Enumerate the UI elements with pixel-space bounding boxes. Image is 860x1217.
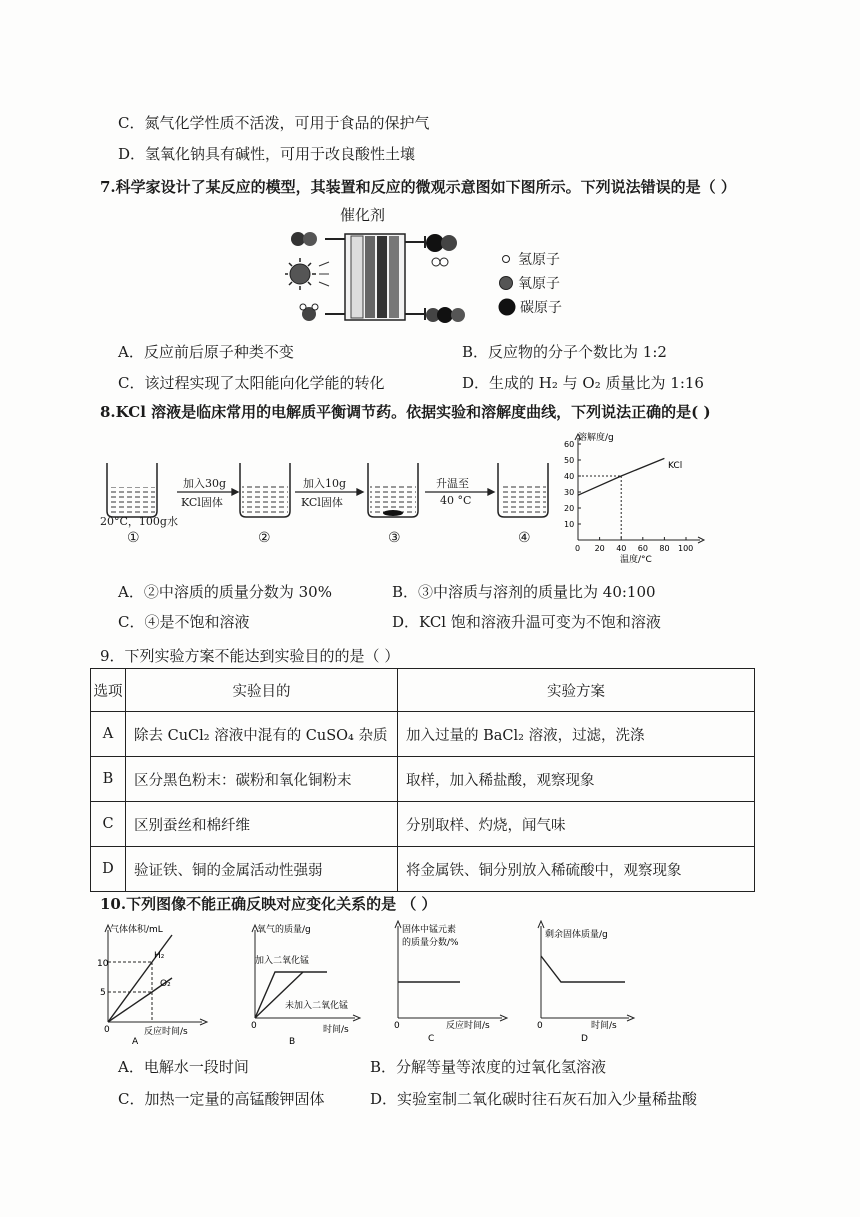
q8-option-a: A．②中溶质的质量分数为 30% xyxy=(118,583,332,601)
graph-d-origin: 0 xyxy=(537,1021,543,1031)
table-header-row xyxy=(91,669,755,712)
graph-d xyxy=(533,920,658,1045)
q6-option-d: D．氢氧化钠具有碱性，可用于改良酸性土壤 xyxy=(118,145,416,163)
graph-b-without-catalyst: 未加入二氧化锰 xyxy=(285,1001,349,1011)
graph-a-origin: 0 xyxy=(104,1025,110,1035)
y-tick-label: 30 xyxy=(564,488,575,497)
graph-b-ylabel: 氧气的质量/g xyxy=(257,925,311,935)
arrow2-bottom-label: KCl固体 xyxy=(301,496,343,509)
graph-a-o2-label: O₂ xyxy=(160,979,171,989)
graph-b-with-catalyst: 加入二氧化锰 xyxy=(255,956,310,966)
row-label: B xyxy=(91,757,126,802)
q9-stem: 9．下列实验方案不能达到实验目的的是（ ） xyxy=(100,647,400,665)
q8-stem: 8.KCl 溶液是临床常用的电解质平衡调节药。依据实验和溶解度曲线，下列说法正确的是( ) xyxy=(100,403,711,421)
y-tick-label: 10 xyxy=(564,520,575,529)
graph-c-ylabel-line2: 的质量分数/% xyxy=(402,938,459,948)
q10-option-a: A．电解水一段时间 xyxy=(118,1058,249,1076)
beaker-3-label: ③ xyxy=(388,530,401,546)
graph-b-tag: B xyxy=(289,1037,296,1045)
beaker-2 xyxy=(240,463,290,517)
q10-option-d: D．实验室制二氧化碳时往石灰石加入少量稀盐酸 xyxy=(370,1090,698,1108)
x-tick-label: 40 xyxy=(616,544,627,553)
row-purpose: 验证铁、铜的金属活动性强弱 xyxy=(126,847,398,892)
row-label: D xyxy=(91,847,126,892)
q8-option-d: D．KCl 饱和溶液升温可变为不饱和溶液 xyxy=(392,613,661,631)
graph-c-ylabel-line1: 固体中锰元素 xyxy=(402,925,457,935)
row-purpose: 区别蚕丝和棉纤维 xyxy=(126,802,398,847)
x-tick-label: 0 xyxy=(575,544,581,553)
beaker-1-label: ① xyxy=(127,530,140,546)
graph-a xyxy=(92,920,217,1045)
x-tick-label: 20 xyxy=(594,544,605,553)
row-plan: 取样，加入稀盐酸，观察现象 xyxy=(398,757,755,802)
table-row xyxy=(91,847,755,892)
q7-option-b: B．反应物的分子个数比为 1:2 xyxy=(462,343,667,361)
legend-hydrogen: 氢原子 xyxy=(518,252,560,268)
y-tick-label: 40 xyxy=(564,472,575,481)
arrow3-bottom-label: 40 °C xyxy=(440,494,472,507)
q7-option-a: A．反应前后原子种类不变 xyxy=(118,343,294,361)
arrow2-top-label: 加入10g xyxy=(303,477,347,490)
graph-d-xlabel: 时间/s xyxy=(591,1021,617,1031)
co2-molecule xyxy=(291,232,317,246)
q9-table xyxy=(90,668,755,892)
row-plan: 分别取样、灼烧，闻气味 xyxy=(398,802,755,847)
beaker-2-label: ② xyxy=(258,530,271,546)
q8-option-c: C．④是不饱和溶液 xyxy=(118,613,250,631)
row-plan: 将金属铁、铜分别放入稀硫酸中，观察现象 xyxy=(398,847,755,892)
sun-icon xyxy=(285,258,329,290)
graph-d-tag: D xyxy=(581,1034,588,1044)
header-option: 选项 xyxy=(91,669,126,712)
co-molecule xyxy=(426,234,457,252)
row-purpose: 区分黑色粉末：碳粉和氧化铜粉末 xyxy=(126,757,398,802)
graph-c-tag: C xyxy=(428,1034,435,1044)
q7-apparatus-diagram xyxy=(285,222,485,332)
x-tick-label: 60 xyxy=(637,544,648,553)
q10-option-b: B．分解等量等浓度的过氧化氢溶液 xyxy=(370,1058,607,1076)
beaker-4 xyxy=(498,463,548,517)
graph-a-tag: A xyxy=(132,1037,139,1045)
x-tick-label: 80 xyxy=(659,544,670,553)
kcl-solubility-chart xyxy=(560,428,720,568)
graph-c xyxy=(390,920,515,1045)
y-tick-label: 50 xyxy=(564,456,575,465)
graph-c-origin: 0 xyxy=(394,1021,400,1031)
arrow1-bottom-label: KCl固体 xyxy=(181,496,223,509)
table-row xyxy=(91,712,755,757)
q7-catalyst-label: 催化剂 xyxy=(340,206,386,224)
graph-b-xlabel: 时间/s xyxy=(323,1025,349,1035)
q7-option-d: D．生成的 H₂ 与 O₂ 质量比为 1:16 xyxy=(462,374,704,392)
graph-b-origin: 0 xyxy=(251,1021,257,1031)
y-tick-label: 20 xyxy=(564,504,575,513)
q6-option-c: C．氮气化学性质不活泼，可用于食品的保护气 xyxy=(118,114,430,132)
row-label: C xyxy=(91,802,126,847)
q10-option-c: C．加热一定量的高锰酸钾固体 xyxy=(118,1090,325,1108)
series-label-kcl: KCl xyxy=(668,461,683,471)
row-label: A xyxy=(91,712,126,757)
beaker-1 xyxy=(107,463,157,517)
h2o-molecule xyxy=(300,304,318,321)
q7-option-c: C．该过程实现了太阳能向化学能的转化 xyxy=(118,374,385,392)
beaker-4-label: ④ xyxy=(518,530,531,546)
graph-c-xlabel: 反应时间/s xyxy=(446,1021,490,1031)
q8-option-b: B．③中溶质与溶剂的质量比为 40:100 xyxy=(392,583,656,601)
graph-b xyxy=(245,920,370,1045)
y-tick-label: 60 xyxy=(564,440,575,449)
graph-a-tick-10: 10 xyxy=(97,959,109,969)
chart-ylabel: 溶解度/g xyxy=(578,433,614,443)
q10-stem: 10.下列图像不能正确反映对应变化关系的是 （ ） xyxy=(100,895,437,913)
graph-a-tick-5: 5 xyxy=(100,988,106,998)
table-row xyxy=(91,802,755,847)
h2-molecule xyxy=(432,258,448,266)
q7-legend xyxy=(498,247,562,319)
graph-d-ylabel: 剩余固体质量/g xyxy=(545,930,608,940)
arrow3-top-label: 升温至 xyxy=(436,477,469,490)
legend-carbon: 碳原子 xyxy=(520,300,562,316)
beaker-1-note: 20°C，100g水 xyxy=(100,515,178,528)
row-plan: 加入过量的 BaCl₂ 溶液，过滤，洗涤 xyxy=(398,712,755,757)
chart-xlabel: 温度/°C xyxy=(620,555,652,565)
x-tick-label: 100 xyxy=(678,544,694,553)
arrow1-top-label: 加入30g xyxy=(183,477,227,490)
carbon-atom-icon xyxy=(498,298,516,316)
header-purpose: 实验目的 xyxy=(126,669,398,712)
q7-stem: 7.科学家设计了某反应的模型，其装置和反应的微观示意图如下图所示。下列说法错误的是（ ） xyxy=(100,178,736,196)
row-purpose: 除去 CuCl₂ 溶液中混有的 CuSO₄ 杂质 xyxy=(126,712,398,757)
beaker-3 xyxy=(368,463,418,517)
o2-molecule xyxy=(426,307,465,323)
graph-a-ylabel: 气体体积/mL xyxy=(110,925,163,935)
header-plan: 实验方案 xyxy=(398,669,755,712)
legend-oxygen: 氧原子 xyxy=(518,276,560,292)
graph-a-h2-label: H₂ xyxy=(154,951,165,961)
hydrogen-atom-icon xyxy=(498,251,514,267)
graph-a-xlabel: 反应时间/s xyxy=(144,1027,188,1037)
oxygen-atom-icon xyxy=(498,275,514,291)
table-row xyxy=(91,757,755,802)
